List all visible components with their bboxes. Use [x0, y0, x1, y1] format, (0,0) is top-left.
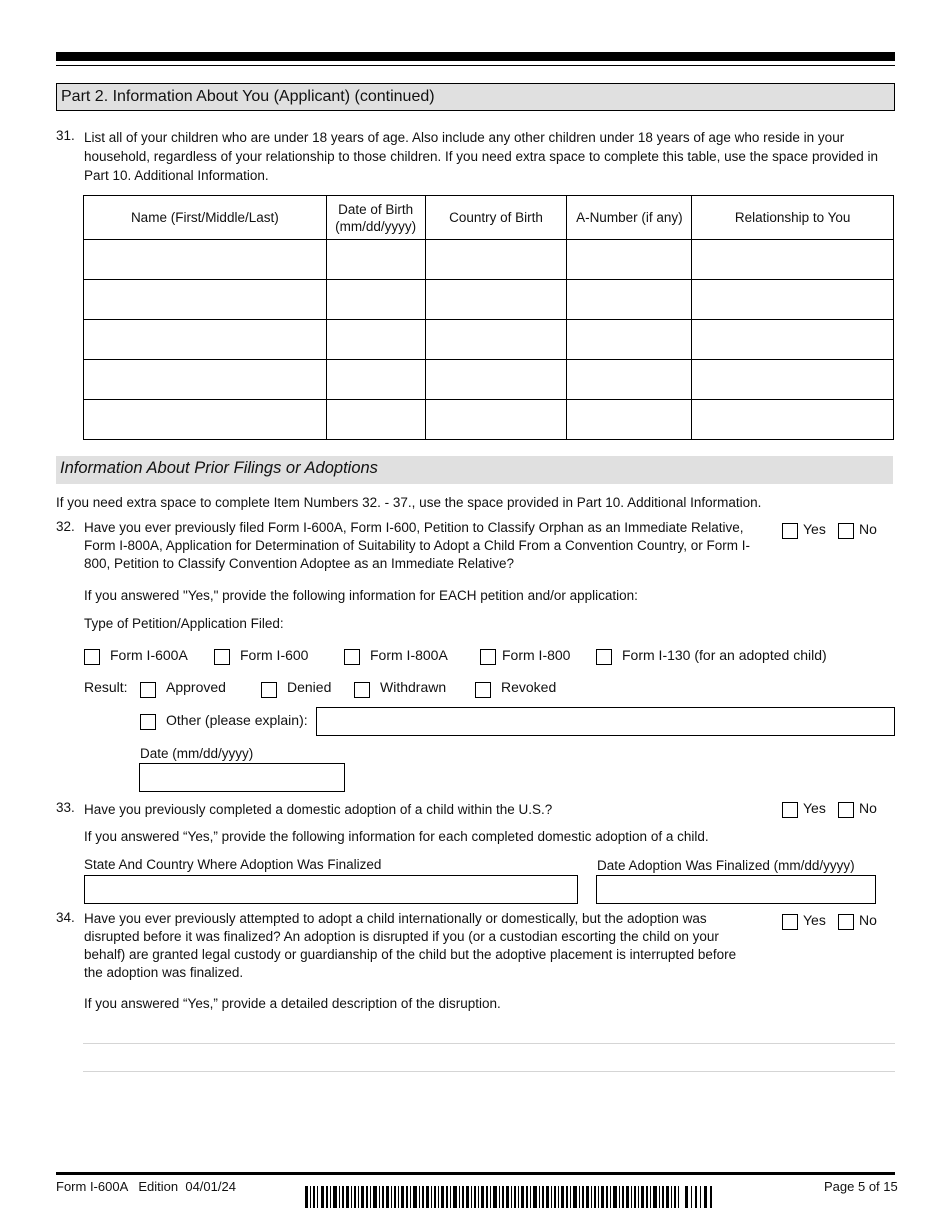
footer-page-number: Page 5 of 15 [824, 1179, 898, 1194]
result-denied-label: Denied [287, 679, 332, 695]
q32-yes-label: Yes [803, 521, 826, 537]
cell-name-2[interactable] [84, 280, 327, 320]
q34-yes-checkbox[interactable] [782, 914, 798, 930]
cell-name-1[interactable] [84, 240, 327, 280]
q32-no-label: No [859, 521, 877, 537]
type-i600-checkbox[interactable] [214, 649, 230, 665]
cell-dob-3[interactable] [326, 320, 425, 360]
q34-no-label: No [859, 912, 877, 928]
table-row [84, 280, 894, 320]
section-header: Information About Prior Filings or Adoptions [56, 456, 893, 484]
type-i600-label: Form I-600 [240, 647, 309, 663]
type-i600a-label: Form I-600A [110, 647, 188, 663]
q34-answer-line-1[interactable] [83, 1043, 895, 1044]
cell-relationship-3[interactable] [692, 320, 894, 360]
q34-yes-label: Yes [803, 912, 826, 928]
q32-followup: If you answered "Yes," provide the following information for EACH petition and/or application: [84, 588, 638, 603]
cell-country-1[interactable] [425, 240, 567, 280]
result-denied-checkbox[interactable] [261, 682, 277, 698]
result-revoked-label: Revoked [501, 679, 557, 695]
q33-date-input[interactable] [596, 875, 876, 904]
q33-date-label: Date Adoption Was Finalized (mm/dd/yyyy) [597, 858, 855, 873]
cell-anumber-5[interactable] [567, 400, 692, 440]
q33-no-label: No [859, 800, 877, 816]
top-rule-thin [56, 65, 895, 66]
cell-anumber-1[interactable] [567, 240, 692, 280]
cell-dob-2[interactable] [326, 280, 425, 320]
q32-type-label: Type of Petition/Application Filed: [84, 616, 284, 631]
cell-name-4[interactable] [84, 360, 327, 400]
result-withdrawn-label: Withdrawn [380, 679, 447, 695]
col-country: Country of Birth [425, 196, 567, 240]
children-table-header [84, 196, 894, 240]
result-approved-checkbox[interactable] [140, 682, 156, 698]
col-dob [326, 196, 425, 240]
q32-date-label: Date (mm/dd/yyyy) [140, 746, 254, 761]
result-withdrawn-checkbox[interactable] [354, 682, 370, 698]
type-i800a-checkbox[interactable] [344, 649, 360, 665]
cell-dob-4[interactable] [326, 360, 425, 400]
q32-number: 32. [56, 519, 75, 534]
result-approved-label: Approved [166, 679, 226, 695]
bottom-rule [56, 1172, 895, 1175]
q34-number: 34. [56, 910, 75, 925]
q33-no-checkbox[interactable] [838, 802, 854, 818]
table-row [84, 360, 894, 400]
cell-country-3[interactable] [425, 320, 567, 360]
table-row [84, 240, 894, 280]
top-rule-thick [56, 52, 895, 61]
col-a-number: A-Number (if any) [567, 196, 692, 240]
cell-name-5[interactable] [84, 400, 327, 440]
q34-answer-line-2[interactable] [83, 1071, 895, 1072]
q32-text: Have you ever previously filed Form I-600A, Form I-600, Petition to Classify Orphan as an Immediate Relative, Form I-800A, Application for Determination of Suitability to Adopt a Child From a Convention Country, or Form I-800, Petition to Classify Convention Adoptee as an Immediate Relative? [84, 520, 751, 571]
q33-number: 33. [56, 800, 75, 815]
result-label: Result: [84, 679, 128, 695]
type-i130-checkbox[interactable] [596, 649, 612, 665]
result-other-label: Other (please explain): [166, 712, 308, 728]
type-i600a-checkbox[interactable] [84, 649, 100, 665]
q32-yes-checkbox[interactable] [782, 523, 798, 539]
q32-no-checkbox[interactable] [838, 523, 854, 539]
cell-relationship-4[interactable] [692, 360, 894, 400]
q33-text: Have you previously completed a domestic adoption of a child within the U.S.? [84, 802, 553, 817]
barcode-icon [305, 1186, 713, 1208]
q32-date-input[interactable] [139, 763, 345, 792]
type-i800-label: Form I-800 [502, 647, 571, 663]
type-i800-checkbox[interactable] [480, 649, 496, 665]
cell-anumber-2[interactable] [567, 280, 692, 320]
cell-dob-5[interactable] [326, 400, 425, 440]
cell-anumber-4[interactable] [567, 360, 692, 400]
part-header: Part 2. Information About You (Applicant) (continued) [56, 83, 895, 111]
table-row [84, 400, 894, 440]
children-table [83, 195, 894, 440]
q33-followup: If you answered “Yes,” provide the following information for each completed domestic adoption of a child. [84, 829, 709, 844]
q31-text: List all of your children who are under 18 years of age. Also include any other children under 18 years of age who reside in your household, regardless of your relationship to those children. If you need extra space to complete this table, use the space provided in Part 10. Additional Information. [84, 130, 878, 183]
cell-relationship-2[interactable] [692, 280, 894, 320]
type-i800a-label: Form I-800A [370, 647, 448, 663]
q34-text: Have you ever previously attempted to adopt a child internationally or domestically, but the adoption was disrupted before it was finalized? An adoption is disrupted if you (or a custodian escorting the child on your behalf) are granted legal custody or guardianship of the child but the adoptive placement is interrupted before the adoption was finalized. [84, 911, 737, 980]
cell-relationship-5[interactable] [692, 400, 894, 440]
result-other-checkbox[interactable] [140, 714, 156, 730]
type-i130-label: Form I-130 (for an adopted child) [622, 647, 827, 663]
cell-country-4[interactable] [425, 360, 567, 400]
section-intro: If you need extra space to complete Item Numbers 32. - 37., use the space provided in Part 10. Additional Information. [56, 495, 762, 510]
col-dob-line1: Date of Birth [338, 201, 414, 217]
cell-anumber-3[interactable] [567, 320, 692, 360]
table-row [84, 320, 894, 360]
result-revoked-checkbox[interactable] [475, 682, 491, 698]
q33-state-input[interactable] [84, 875, 578, 904]
footer-form-edition: Form I-600A Edition 04/01/24 [56, 1179, 236, 1194]
cell-name-3[interactable] [84, 320, 327, 360]
q33-yes-label: Yes [803, 800, 826, 816]
cell-country-5[interactable] [425, 400, 567, 440]
col-dob-line2: (mm/dd/yyyy) [335, 218, 417, 234]
q33-yes-checkbox[interactable] [782, 802, 798, 818]
cell-dob-1[interactable] [326, 240, 425, 280]
q33-state-label: State And Country Where Adoption Was Finalized [84, 857, 382, 872]
q34-followup: If you answered “Yes,” provide a detailed description of the disruption. [84, 996, 501, 1011]
q34-no-checkbox[interactable] [838, 914, 854, 930]
cell-relationship-1[interactable] [692, 240, 894, 280]
other-explain-input[interactable] [316, 707, 895, 736]
col-relationship: Relationship to You [692, 196, 894, 240]
col-name: Name (First/Middle/Last) [84, 196, 327, 240]
cell-country-2[interactable] [425, 280, 567, 320]
q31-number: 31. [56, 128, 75, 143]
